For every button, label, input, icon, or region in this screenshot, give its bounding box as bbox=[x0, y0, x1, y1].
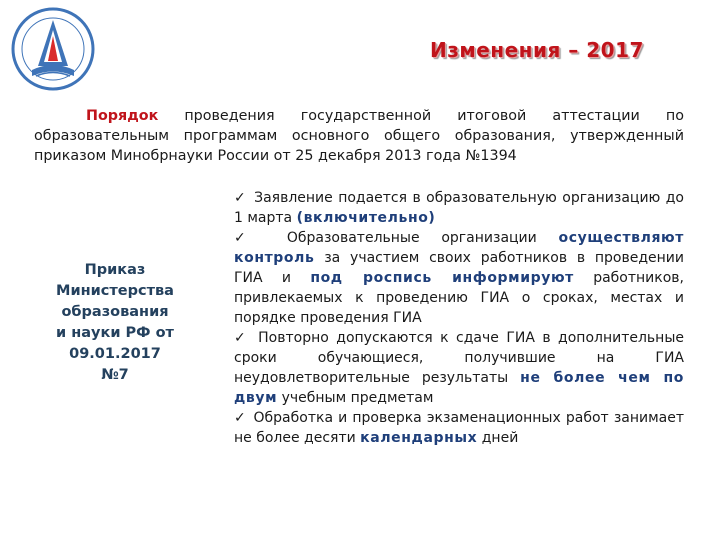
item-emphasis: календарных bbox=[360, 430, 478, 446]
item-text: Обработка и проверка экзаменационных работ занимает не более десяти bbox=[234, 410, 684, 446]
slide-title: Изменения – 2017 bbox=[430, 38, 644, 62]
list-item bbox=[234, 408, 684, 448]
intro-text: проведения государственной итоговой аттестации по образовательным программам основного общего образования, утвержденный приказом Минобрнауки России от 25 декабря 2013 года №1394 bbox=[34, 108, 684, 164]
item-emphasis: не более чем по двум bbox=[234, 370, 684, 406]
item-text: за участием своих работников в проведении ГИА и bbox=[234, 250, 684, 286]
item-text: дней bbox=[477, 430, 519, 446]
order-line-3: образования bbox=[61, 304, 169, 320]
item-emphasis: осуществляют контроль bbox=[234, 230, 684, 266]
order-line-4: и науки РФ от bbox=[56, 325, 174, 341]
changes-list bbox=[234, 188, 684, 448]
order-line-5: 09.01.2017 bbox=[69, 346, 161, 362]
order-line-6: №7 bbox=[101, 367, 129, 383]
checkmark-icon: ✓ bbox=[234, 190, 247, 206]
ministry-logo bbox=[10, 6, 96, 92]
list-item bbox=[234, 328, 684, 408]
item-text: Повторно допускаются к сдаче ГИА в дополнительные сроки обучающиеся, получившие на ГИА неудовлетворительные результаты bbox=[234, 330, 684, 386]
intro-highlight: Порядок bbox=[86, 108, 159, 124]
item-emphasis: (включительно) bbox=[296, 210, 436, 226]
checkmark-icon: ✓ bbox=[234, 410, 247, 426]
item-text: Заявление подается в образовательную организацию до 1 марта bbox=[234, 190, 684, 226]
item-text: учебным предметам bbox=[277, 390, 434, 406]
order-line-1: Приказ bbox=[84, 262, 146, 278]
list-item bbox=[234, 188, 684, 228]
order-reference bbox=[32, 260, 198, 386]
item-emphasis: под роспись информируют bbox=[310, 270, 574, 286]
checkmark-icon: ✓ bbox=[234, 230, 264, 246]
list-item bbox=[234, 228, 684, 328]
item-text: Образовательные организации bbox=[265, 230, 559, 246]
item-text: работников, привлекаемых к проведению ГИА о сроках, местах и порядке проведения ГИА bbox=[234, 270, 684, 326]
checkmark-icon: ✓ bbox=[234, 330, 249, 346]
intro-paragraph bbox=[34, 106, 684, 166]
order-line-2: Министерства bbox=[56, 283, 174, 299]
